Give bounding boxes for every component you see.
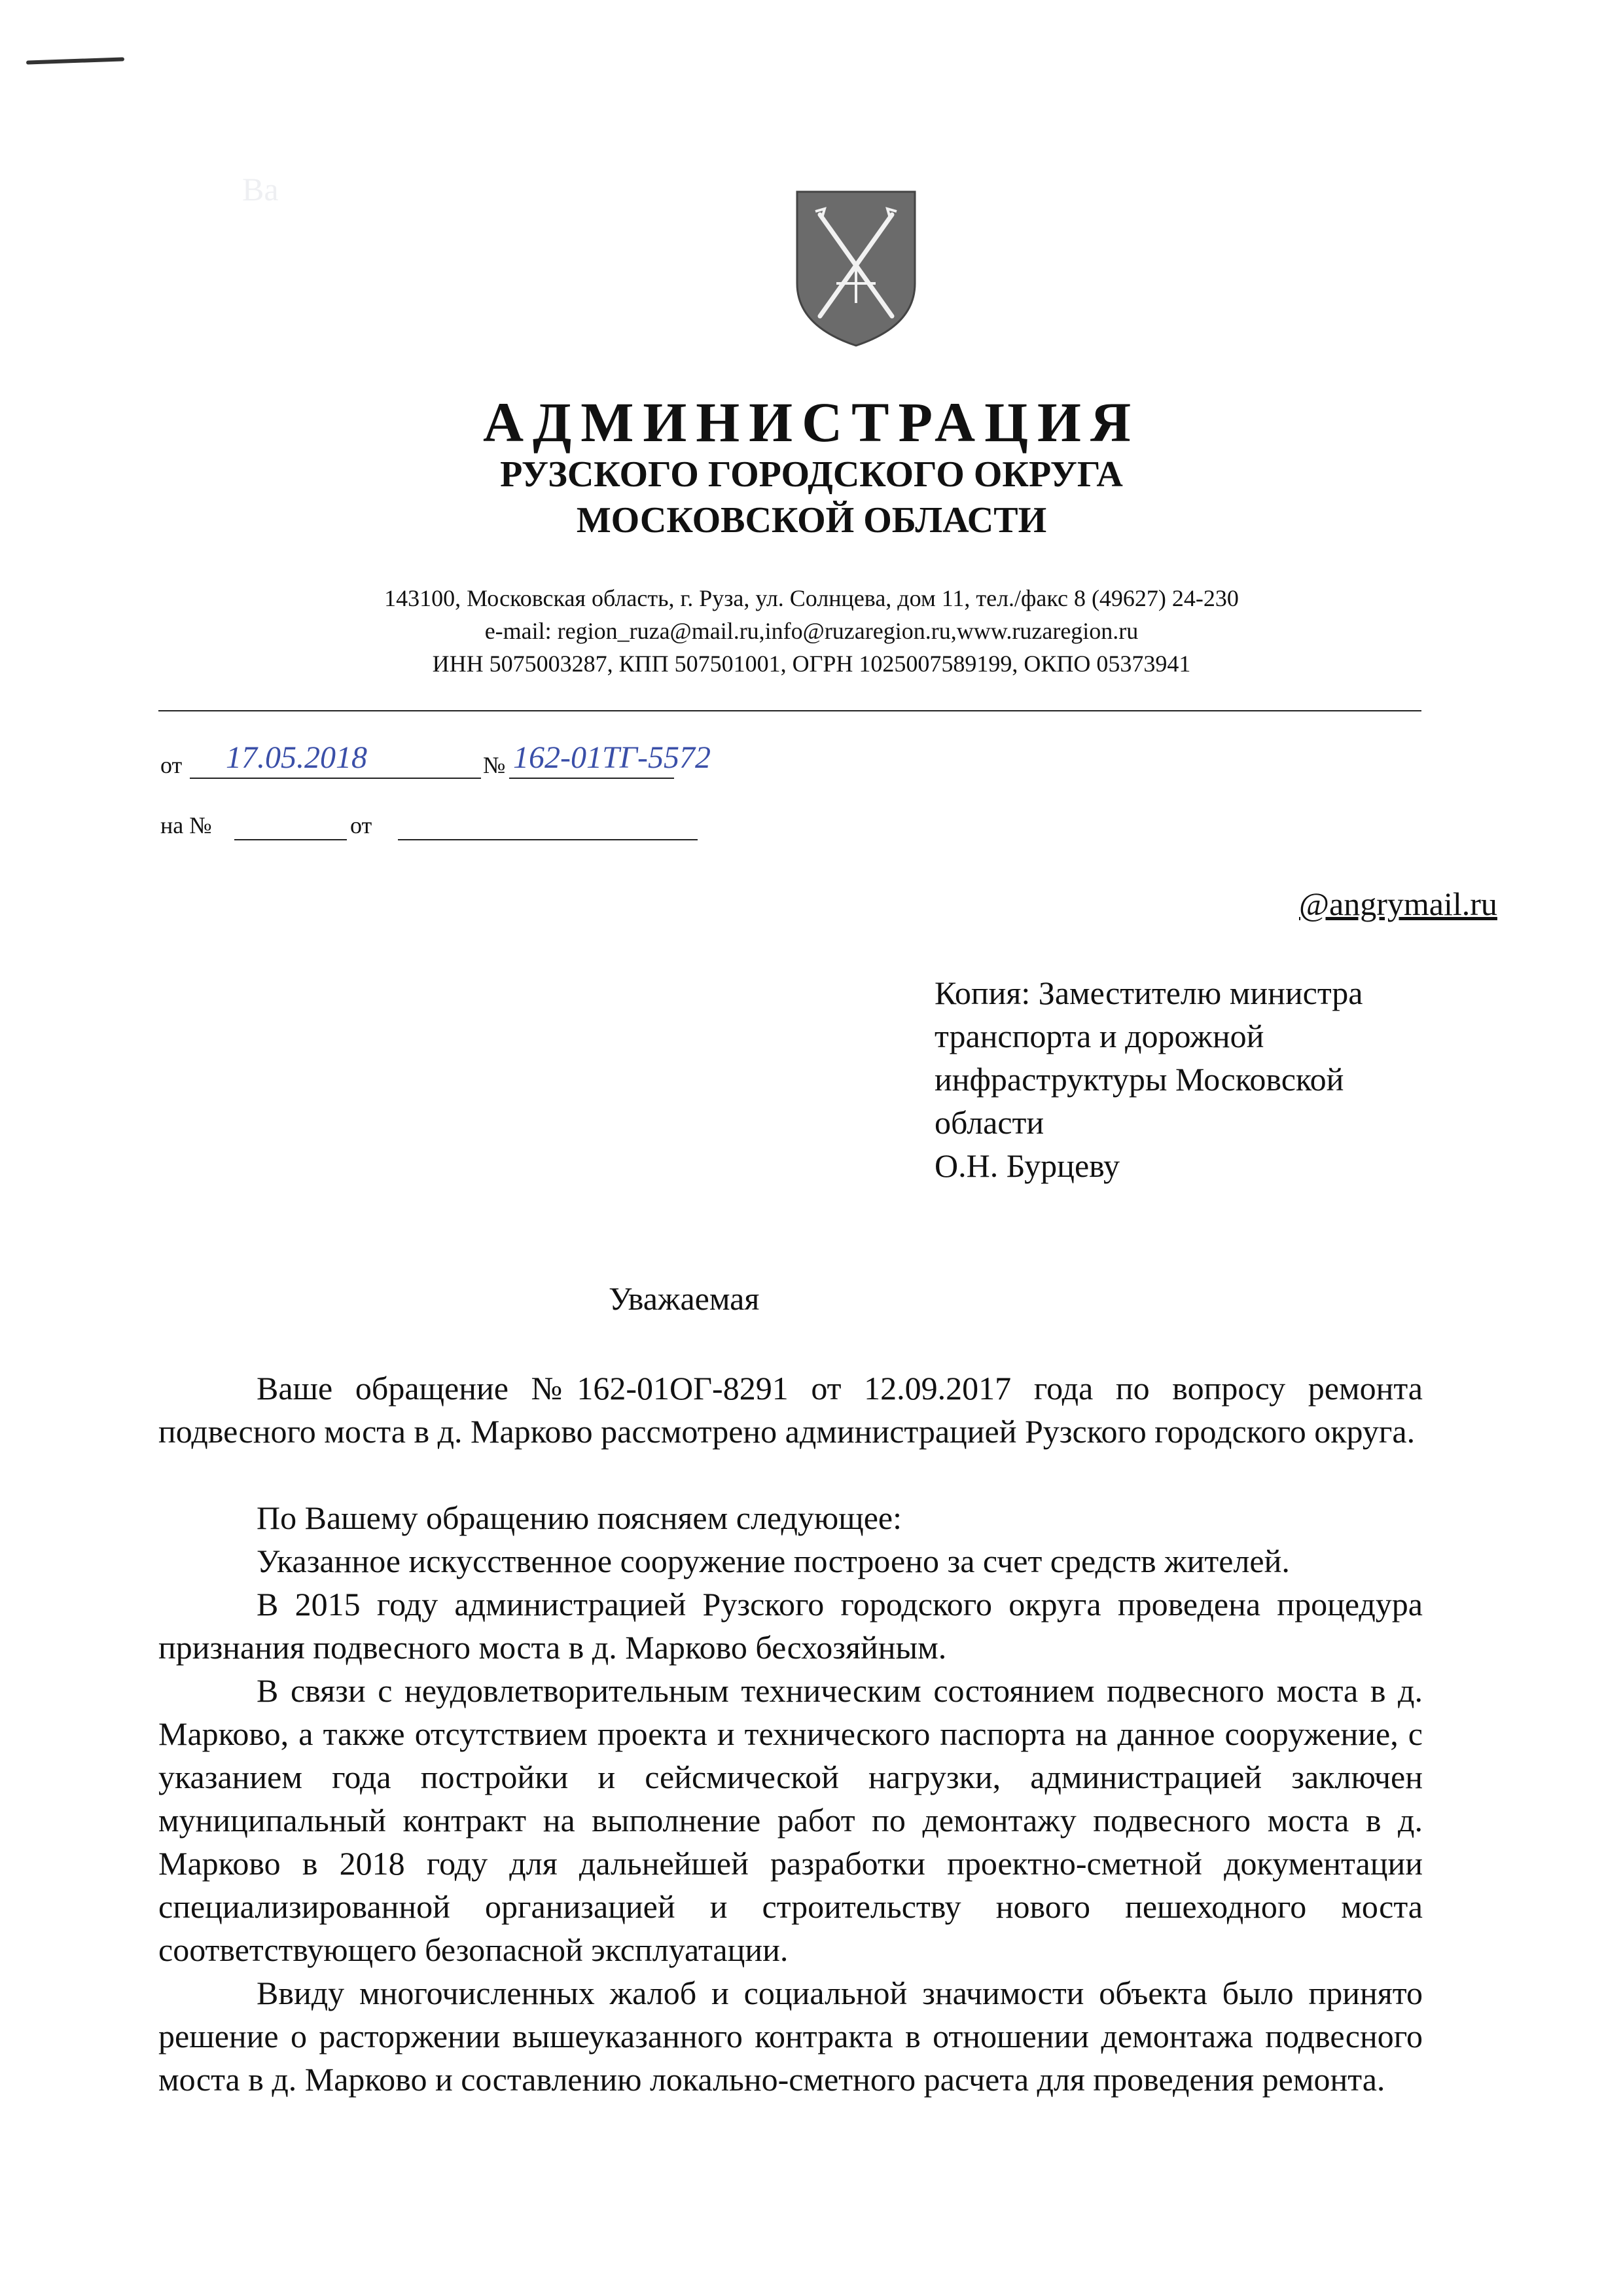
letterhead-address: 143100, Московская область, г. Руза, ул. Солнцева, дом 11, тел./факс 8 (49627) 24-230 <box>384 585 1239 611</box>
copy-line-3: инфраструктуры Московской <box>935 1061 1344 1098</box>
coat-of-arms-emblem <box>791 185 921 349</box>
body-paragraph-6: Ввиду многочисленных жалоб и социальной значимости объекта было принято решение о расторжении вышеуказанного контракта в отношении демонтажа подвесного моста в д. Марково и составлению локально-сметного расчета для проведения ремонта. <box>158 1975 1423 2098</box>
copy-line-5: О.Н. Бурцеву <box>935 1147 1120 1184</box>
letterhead-divider <box>158 710 1421 711</box>
letterhead-subtitle-2: МОСКОВСКОЙ ОБЛАСТИ <box>576 500 1047 541</box>
addressee-email: @angrymail.ru <box>1299 886 1497 922</box>
scan-smudge <box>26 57 124 64</box>
date-handwritten: 17.05.2018 <box>226 740 367 775</box>
body-paragraph-5: В связи с неудовлетворительным техническим состоянием подвесного моста в д. Марково, а также отсутствием проекта и технического паспорта на данное сооружение, с указанием года постройки и сейсмической нагрузки, администрацией заключен муниципальный контракт на выполнение работ по демонтажу подвесного моста в д. Марково в 2018 году для дальнейшей разработки проектно-сметной документации специализированной организацией и строительству нового пешеходного моста соответствующего безопасной эксплуатации. <box>158 1672 1423 1968</box>
copy-recipient-block <box>935 971 1363 1187</box>
date-label: от <box>160 752 183 778</box>
bleed-through-text: Ва <box>242 171 557 207</box>
body-paragraph-3: Указанное искусственное сооружение построено за счет средств жителей. <box>257 1543 1290 1579</box>
salutation: Уважаемая <box>609 1280 760 1317</box>
number-label: № <box>483 752 506 778</box>
letterhead-title: АДМИНИСТРАЦИЯ <box>482 391 1141 454</box>
reply-number-label: на № <box>160 812 212 838</box>
letterhead-subtitle-1: РУЗСКОГО ГОРОДСКОГО ОКРУГА <box>500 454 1123 495</box>
reply-date-line <box>398 809 698 840</box>
reply-date-label: от <box>350 812 372 838</box>
copy-line-4: области <box>935 1104 1044 1141</box>
copy-line-1: Копия: Заместителю министра <box>935 975 1363 1011</box>
reply-number-line <box>234 809 347 840</box>
body-paragraph-2: По Вашему обращению поясняем следующее: <box>257 1499 902 1536</box>
body-paragraph-1: Ваше обращение №162-01ОГ-8291 от 12.09.2017 года по вопросу ремонта подвесного моста в д. Марково рассмотрено администрацией Рузского городского округа. <box>158 1370 1423 1450</box>
letterhead-email: e-mail: region_ruza@mail.ru,info@ruzaregion.ru,www.ruzaregion.ru <box>484 618 1139 644</box>
body-paragraph-4: В 2015 году администрацией Рузского городского округа проведена процедура признания подвесного моста в д. Марково бесхозяйным. <box>158 1586 1423 1666</box>
number-handwritten: 162-01ТГ-5572 <box>513 740 711 775</box>
copy-line-2: транспорта и дорожной <box>935 1018 1264 1054</box>
letterhead-requisites: ИНН 5075003287, КПП 507501001, ОГРН 1025007589199, ОКПО 05373941 <box>432 651 1191 677</box>
